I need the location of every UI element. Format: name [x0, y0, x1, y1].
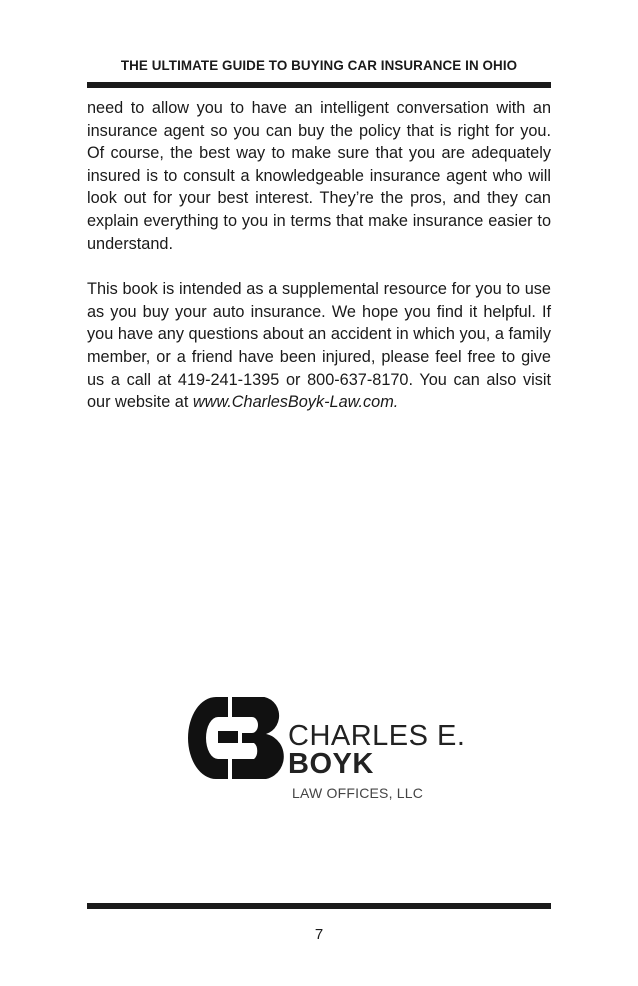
paragraph-2 [87, 278, 551, 414]
header-rule [87, 82, 551, 88]
logo-subtitle: LAW OFFICES, LLC [292, 785, 424, 801]
running-header: THE ULTIMATE GUIDE TO BUYING CAR INSURANCE IN OHIO [120, 58, 518, 73]
body-text [87, 97, 551, 437]
website-link[interactable]: www.CharlesBoyk-Law.com. [192, 393, 399, 412]
logo-name-line-1: CHARLES E. [288, 720, 466, 752]
paragraph-2-text: This book is intended as a supplemental resource for you to use as you buy your auto insurance. We hope you find it helpful. If you have any questions about an accident in which you, a family member, or a friend have been injured, please feel free to give us a call at 419-241-1395 or 800-637-8170. You can also visit our website at [87, 280, 551, 412]
logo-name-line-2: BOYK [288, 748, 374, 780]
footer-rule [87, 903, 551, 909]
cb-monogram-icon [188, 697, 284, 779]
page-number: 7 [314, 926, 324, 943]
paragraph-1: need to allow you to have an intelligent conversation with an insurance agent so you can buy the policy that is right for you. Of course, the best way to make sure that you are adequately insured is to consult a knowledgeable insurance agent who will look out for your best interest. They’re the pros, and they can explain everything to you in terms that make insurance easier to understand. [87, 99, 551, 253]
law-office-logo [188, 697, 478, 807]
